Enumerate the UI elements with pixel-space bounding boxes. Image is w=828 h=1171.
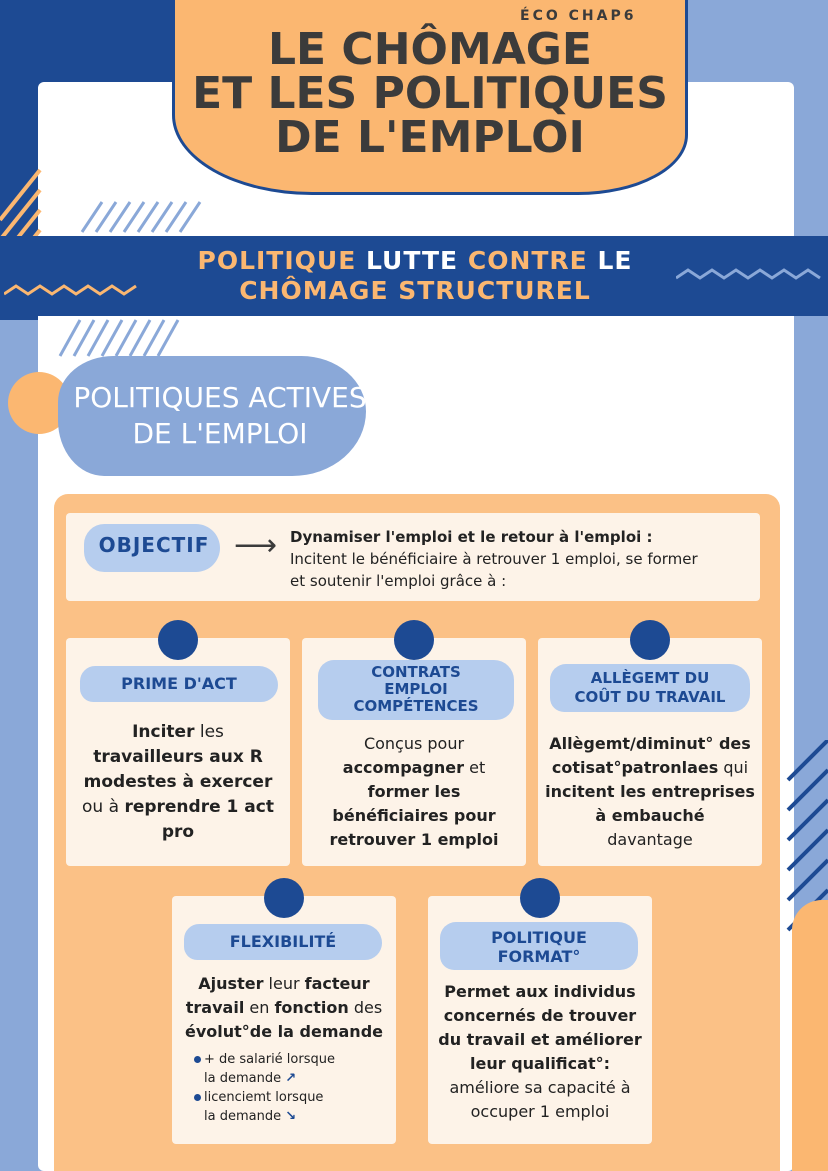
contrats-t4: former les (367, 782, 461, 801)
allegement-t4: incitent les entreprises (545, 782, 755, 801)
allegement-t3: qui (718, 758, 749, 777)
banner-word-contre: CONTRE (467, 246, 588, 275)
objectif-text (290, 526, 750, 592)
flex-bullet-2b (194, 1107, 390, 1126)
card-contrats-text (308, 732, 520, 852)
allegement-title-2: COÛT DU TRAVAIL (574, 688, 726, 706)
pin-icon (630, 620, 670, 660)
allegement-t5: à embauché (595, 806, 705, 825)
contrats-title-1: CONTRATS (371, 663, 461, 681)
section-heading-line-2: DE L'EMPLOI (132, 417, 308, 450)
flex-t6: fonction (274, 998, 349, 1017)
wave-left-icon (4, 280, 144, 300)
format-title-2: FORMAT° (497, 947, 581, 966)
flex-t4: travail (185, 998, 245, 1017)
left-light-band (0, 320, 40, 1171)
arrow-up-icon: ↗ (285, 1071, 297, 1086)
right-orange-accent (792, 900, 828, 1171)
title-line-2: ET LES POLITIQUES (192, 68, 668, 119)
card-format-title (440, 928, 638, 966)
card-allegement-title (550, 669, 750, 707)
objectif-line-1: Dynamiser l'emploi et le retour à l'emploi : (290, 528, 653, 546)
title-line-3: DE L'EMPLOI (275, 112, 585, 163)
card-contrats-title (318, 664, 514, 715)
decor-stripes-top (72, 198, 212, 234)
format-t4: leur qualificat°: (470, 1054, 610, 1073)
banner-word-lutte: LUTTE (366, 246, 459, 275)
objectif-line-2: Incitent le bénéficiaire à retrouver 1 emploi, se former (290, 550, 698, 568)
flex-t5: en (244, 998, 275, 1017)
format-t6: occuper 1 emploi (470, 1102, 610, 1121)
bullet-dot-icon (194, 1094, 201, 1101)
objectif-label: OBJECTIF (98, 533, 210, 557)
pin-icon (158, 620, 198, 660)
flex-bullet-2b-text: la demande (204, 1109, 282, 1124)
format-t2: concernés de trouver (443, 1006, 637, 1025)
card-flex-title: FLEXIBILITÉ (229, 932, 337, 951)
section-heading-line-1: POLITIQUES ACTIVES (73, 381, 367, 414)
format-t1: Permet aux individus (444, 982, 636, 1001)
flex-bullet-1b (194, 1069, 390, 1088)
banner-title (160, 246, 670, 306)
flex-t3: facteur (304, 974, 370, 993)
pin-icon (264, 878, 304, 918)
card-flex-text (178, 972, 390, 1044)
bullet-dot-icon (194, 1056, 201, 1063)
prime-t6: reprendre 1 act (124, 797, 274, 817)
flex-bullet-1 (194, 1050, 390, 1069)
objectif-line-3: et soutenir l'emploi grâce à : (290, 572, 507, 590)
format-t5: améliore sa capacité à (449, 1078, 631, 1097)
card-prime-text (72, 720, 284, 845)
flex-t8: évolut°de la demande (185, 1022, 383, 1041)
section-heading (70, 380, 370, 452)
arrow-down-icon: ↘ (285, 1109, 297, 1124)
flex-bullet-1b-text: la demande (204, 1071, 282, 1086)
card-prime-title: PRIME D'ACT (121, 674, 237, 693)
card-allegement-text (544, 732, 756, 852)
arrow-right-icon: ⟶ (234, 528, 278, 563)
contrats-t1: Conçus pour (363, 734, 465, 753)
contrats-t6: retrouver 1 emploi (329, 830, 499, 849)
banner-word-le: LE (597, 246, 633, 275)
flex-bullets (194, 1050, 390, 1126)
allegement-t1: Allègemt/diminut° des (549, 734, 751, 753)
flex-bullet-2 (194, 1088, 390, 1107)
flex-bullet-2-text: licenciemt lorsque (204, 1090, 324, 1105)
format-t3: du travail et améliorer (438, 1030, 642, 1049)
contrats-title-3: COMPÉTENCES (353, 697, 479, 715)
pin-icon (394, 620, 434, 660)
prime-t7: pro (161, 822, 195, 842)
prime-t4: modestes à exercer (83, 772, 273, 792)
flex-bullet-1-text: + de salarié lorsque (204, 1052, 335, 1067)
card-format-text (432, 980, 648, 1124)
banner-word-politique: POLITIQUE (197, 246, 357, 275)
allegement-t2: cotisat°patronlaes (551, 758, 719, 777)
flex-t2: leur (263, 974, 305, 993)
prime-t1: Inciter (132, 722, 195, 742)
decor-stripes-mid (40, 318, 220, 358)
allegement-t6: davantage (607, 830, 693, 849)
pin-icon (520, 878, 560, 918)
title-line-1: LE CHÔMAGE (268, 24, 592, 75)
contrats-t5: bénéficiaires pour (332, 806, 496, 825)
wave-right-icon (676, 264, 826, 284)
contrats-t3: et (464, 758, 486, 777)
contrats-t2: accompagner (342, 758, 465, 777)
flex-t7: des (348, 998, 383, 1017)
prime-t2: les (194, 722, 224, 742)
allegement-title-1: ALLÈGEMT DU (590, 669, 710, 687)
chapter-label: ÉCO CHAP6 (520, 8, 637, 24)
flex-t1: Ajuster (198, 974, 264, 993)
prime-t5: ou à (82, 797, 125, 817)
page-title (180, 24, 680, 163)
format-title-1: POLITIQUE (491, 928, 587, 947)
banner-line-2: CHÔMAGE STRUCTUREL (239, 276, 591, 305)
prime-t3: travailleurs aux R (93, 747, 263, 767)
contrats-title-2: EMPLOI (384, 680, 448, 698)
